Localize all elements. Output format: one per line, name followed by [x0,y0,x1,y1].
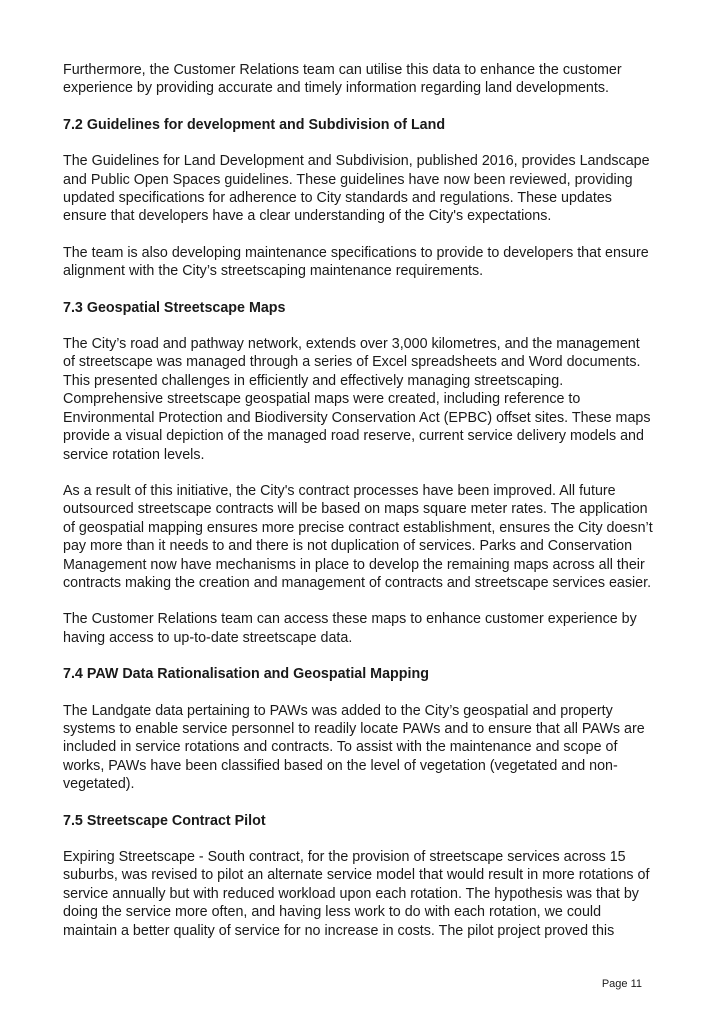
section-7-3-paragraph-3: The Customer Relations team can access these maps to enhance customer experience by having access to up-to-date streetscape data. [63,611,637,646]
section-7-3-paragraph-2: As a result of this initiative, the City's contract processes have been improved. All future outsourced streetscape contracts will be based on maps square meter rates. The application of geospatial mapping ensures more precise contract establishment, ensures the City doesn’t pay more than it needs to and there is not duplication of services. Parks and Conservation Management now have mechanisms in place to develop the remaining maps across all their contracts making the creation and management of contracts and streetscape services easier. [63,482,653,591]
section-7-5-paragraph-1: Expiring Streetscape - South contract, for the provision of streetscape services across 15 suburbs, was revised to pilot an alternate service model that would result in more rotations of service annually but with reduced workload upon each rotation. The hypothesis was that by doing the service more often, and having less work to do with each rotation, we could maintain a better quality of service for no increase in costs. The pilot project proved this [63,849,650,939]
section-7-2-paragraph-1: The Guidelines for Land Development and Subdivision, published 2016, provides Landscape and Public Open Spaces guidelines. These guidelines have now been reviewed, providing updated specifications for adherence to City standards and regulations. These updates ensure that developers have a clear understanding of the City's expectations. [63,153,650,225]
intro-paragraph: Furthermore, the Customer Relations team can utilise this data to enhance the customer experience by providing accurate and timely information regarding land developments. [63,62,622,97]
heading-7-4: 7.4 PAW Data Rationalisation and Geospatial Mapping [63,666,429,683]
section-7-2-paragraph-2: The team is also developing maintenance specifications to provide to developers that ensure alignment with the City’s streetscaping maintenance requirements. [63,244,649,280]
section-7-4-paragraph-1: The Landgate data pertaining to PAWs was added to the City’s geospatial and property systems to enable service personnel to readily locate PAWs and to ensure that all PAWs are included in service rotations and contracts. To assist with the maintenance and scope of works, PAWs have been classified based on the level of vegetation (vegetated and non-vegetated). [63,702,645,793]
section-7-3-paragraph-1: The City’s road and pathway network, extends over 3,000 kilometres, and the management of streetscape was managed through a series of Excel spreadsheets and Word documents. This presented challenges in efficiently and effectively managing streetscaping. Comprehensive streetscape geospatial maps were created, including reference to Environmental Protection and Biodiversity Conservation Act (EPBC) offset sites. These maps provide a visual depiction of the managed road reserve, current service delivery models and service rotation levels. [63,336,651,463]
heading-7-2: 7.2 Guidelines for development and Subdivision of Land [63,116,446,133]
document-page [63,61,653,940]
heading-7-3: 7.3 Geospatial Streetscape Maps [63,299,286,316]
page-number: Page 11 [601,978,642,990]
heading-7-5: 7.5 Streetscape Contract Pilot [63,812,266,829]
